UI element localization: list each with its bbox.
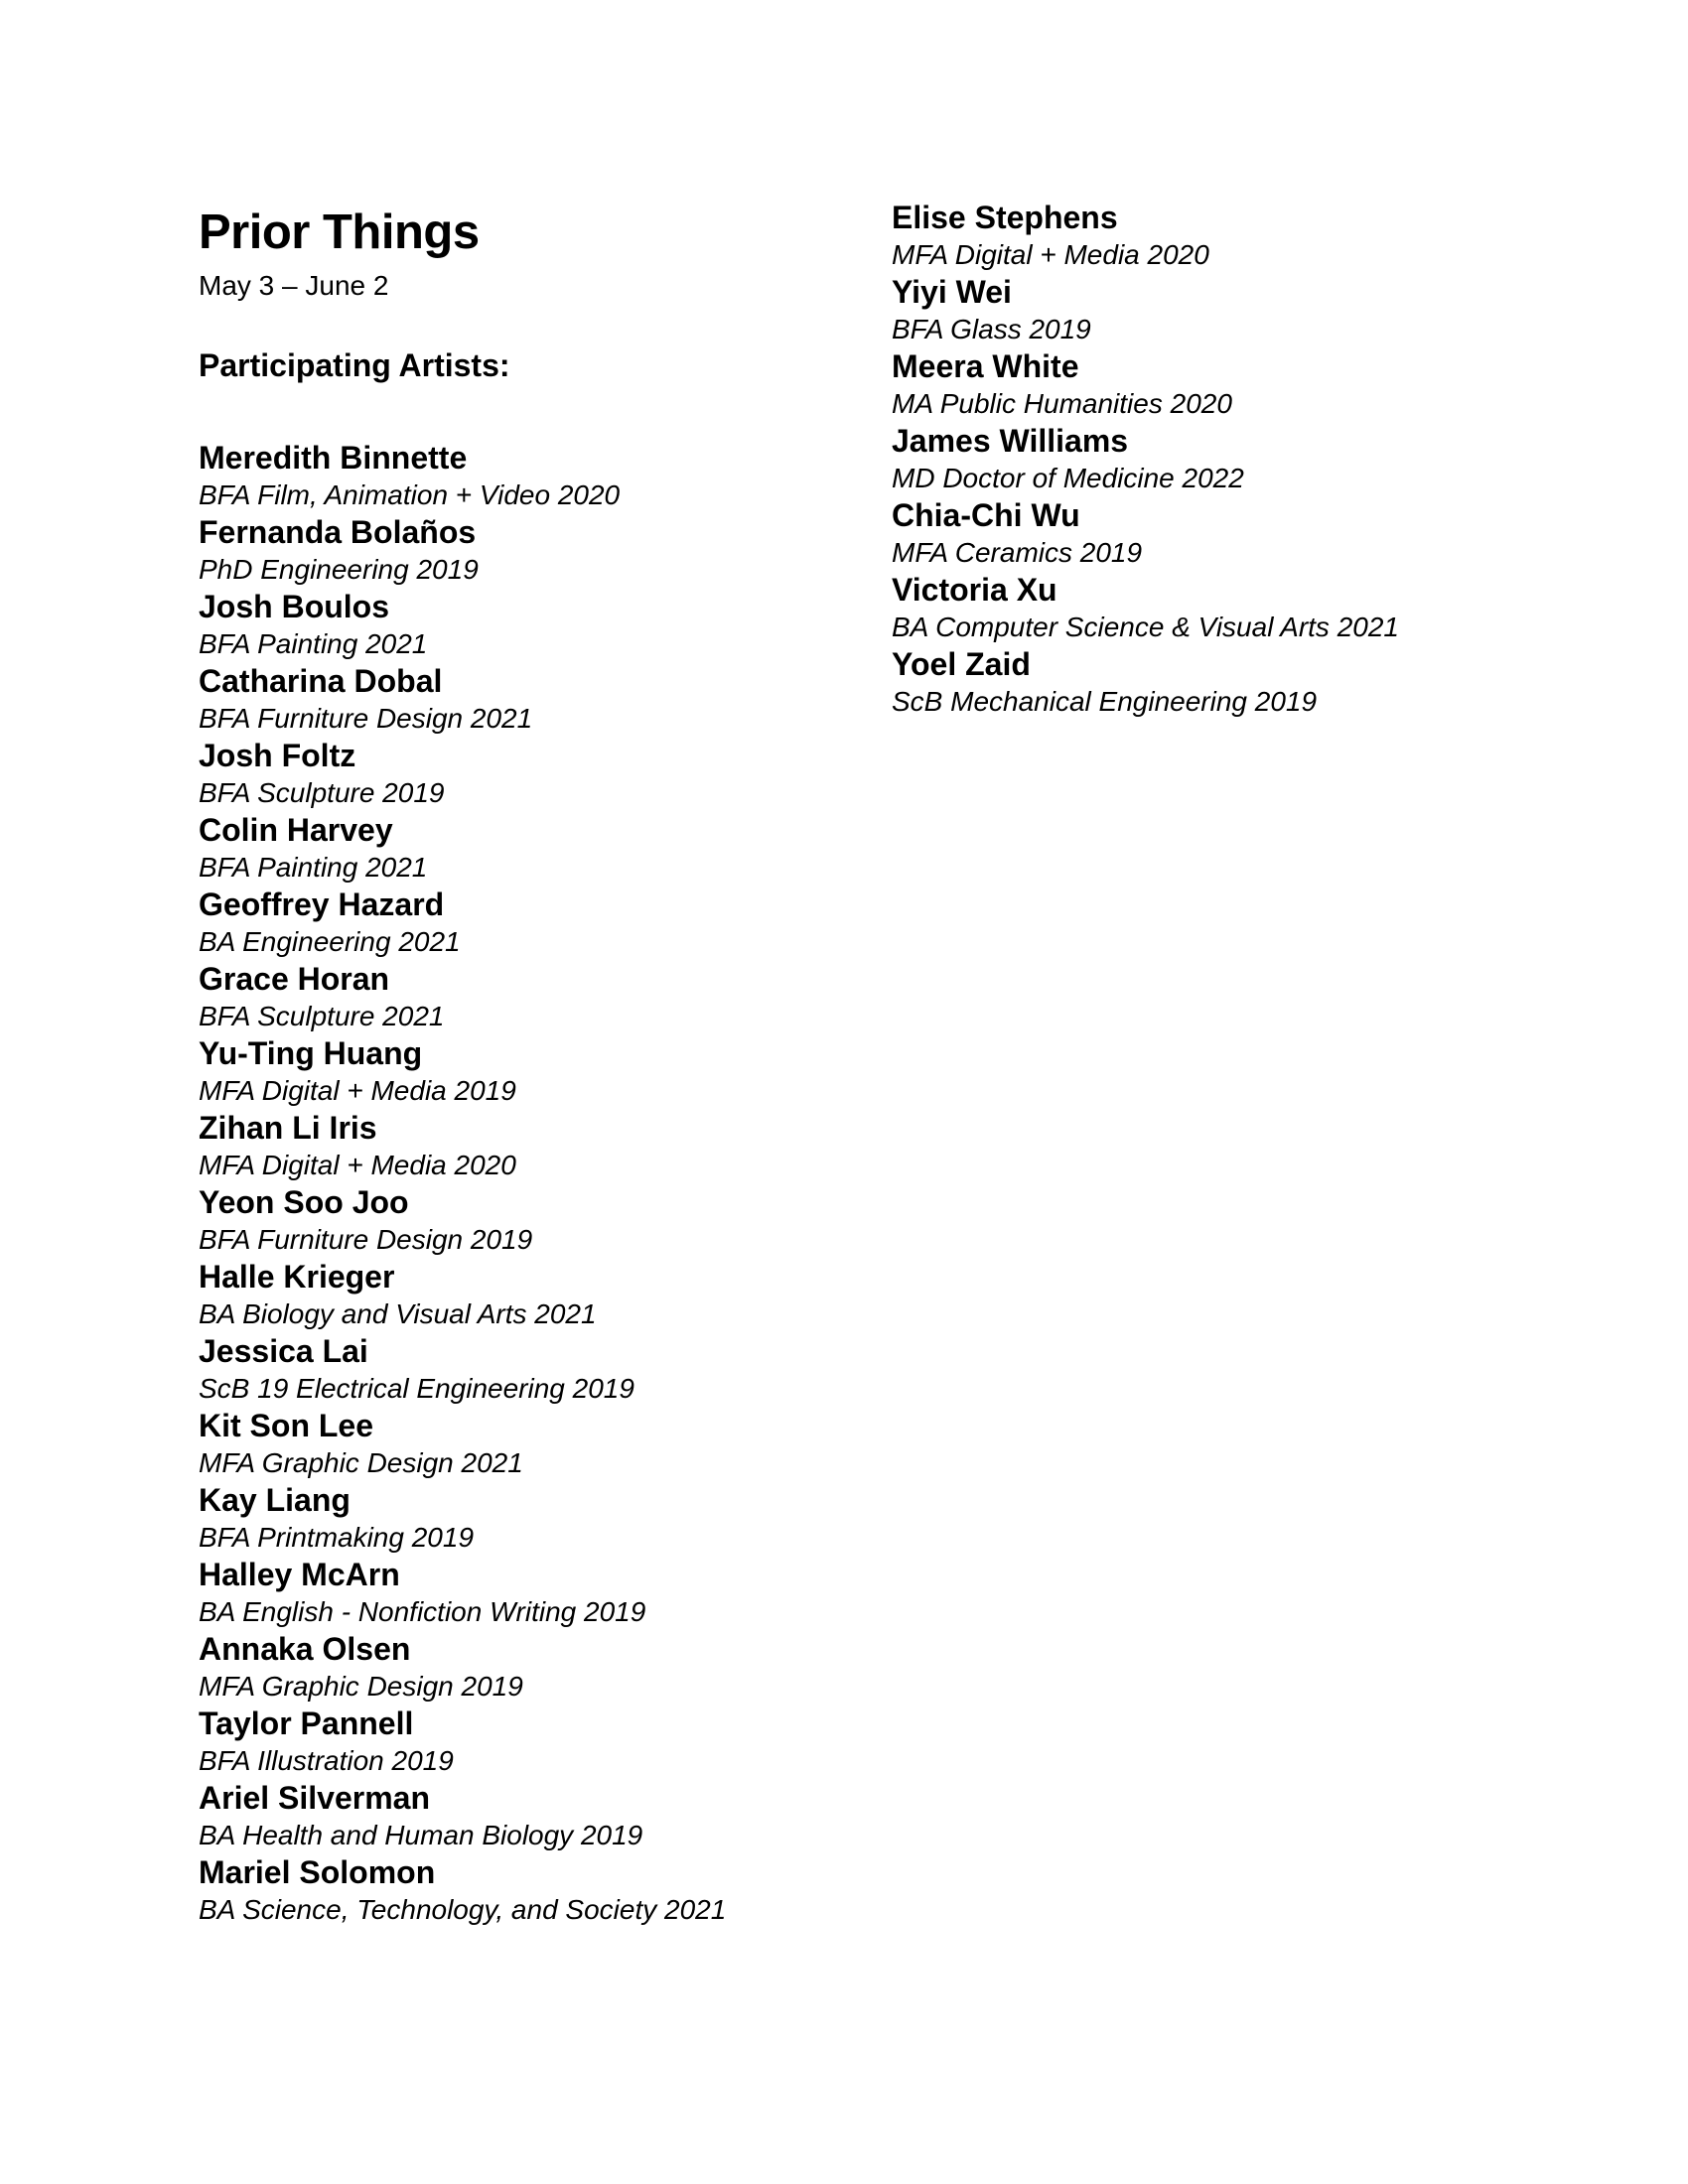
artist-entry [892,496,1666,571]
artist-program: MFA Ceramics 2019 [892,537,1143,568]
artist-entry [199,1407,973,1481]
artist-program: BFA Painting 2021 [199,628,428,659]
artist-name: Grace Horan [199,961,390,997]
artist-program: BFA Illustration 2019 [199,1745,454,1776]
artist-entry [199,1034,973,1109]
artist-entry [199,811,973,886]
artist-program: PhD Engineering 2019 [199,554,479,585]
artist-entry [199,886,973,960]
artist-program: BFA Sculpture 2021 [199,1001,445,1031]
artist-program: BFA Glass 2019 [892,314,1091,344]
artist-entry [199,1109,973,1183]
artist-entry [892,422,1666,496]
artist-name: Colin Harvey [199,812,393,848]
artist-program: ScB 19 Electrical Engineering 2019 [199,1373,634,1404]
artist-name: Taylor Pannell [199,1706,414,1741]
artist-name: Josh Foltz [199,738,356,773]
artist-name: Victoria Xu [892,572,1057,608]
exhibition-title: Prior Things [199,205,480,259]
artist-program: MFA Digital + Media 2020 [892,239,1209,270]
artist-name: Jessica Lai [199,1333,368,1369]
artist-entry [199,588,973,662]
artist-program: BFA Printmaking 2019 [199,1522,475,1553]
artist-name: Yeon Soo Joo [199,1184,409,1220]
artist-entry [199,662,973,737]
artist-program: BA Engineering 2021 [199,926,461,957]
artist-program: BA Biology and Visual Arts 2021 [199,1298,597,1329]
artist-name: Halley McArn [199,1557,400,1592]
artist-entry [199,960,973,1034]
participating-artists-heading: Participating Artists: [199,347,510,383]
artist-entry [892,571,1666,645]
artist-name: Yoel Zaid [892,646,1031,682]
artist-name: Kit Son Lee [199,1408,374,1443]
artist-name: Halle Krieger [199,1259,395,1295]
artist-entry [199,737,973,811]
artist-entry [199,1481,973,1556]
artist-entry [199,513,973,588]
artist-name: Chia-Chi Wu [892,497,1080,533]
artist-program: BA Health and Human Biology 2019 [199,1820,643,1850]
artist-entry [892,645,1666,720]
artist-name: James Williams [892,423,1129,459]
artist-program: MD Doctor of Medicine 2022 [892,463,1244,493]
artist-entry [199,1853,973,1928]
artist-name: Zihan Li Iris [199,1110,377,1146]
artist-program: BA Computer Science & Visual Arts 2021 [892,612,1399,642]
artist-program: BA Science, Technology, and Society 2021 [199,1894,727,1925]
artist-program: BA English - Nonfiction Writing 2019 [199,1596,646,1627]
artist-name: Josh Boulos [199,589,390,624]
artist-entry [199,1630,973,1705]
artist-name: Elise Stephens [892,200,1118,235]
artist-name: Ariel Silverman [199,1780,430,1816]
artist-entry [199,1779,973,1853]
artist-name: Meera White [892,348,1079,384]
artist-entry [199,439,973,513]
artist-entry [892,273,1666,347]
artist-name: Meredith Binnette [199,440,468,476]
artist-name: Mariel Solomon [199,1854,436,1890]
artist-entry [199,1705,973,1779]
exhibition-dates: May 3 – June 2 [199,270,389,301]
artist-entry [199,1556,973,1630]
artist-name: Annaka Olsen [199,1631,411,1667]
artist-name: Yu-Ting Huang [199,1035,423,1071]
artist-list-left [199,439,973,1928]
artist-entry [199,1332,973,1407]
artist-program: MFA Digital + Media 2019 [199,1075,516,1106]
artist-program: ScB Mechanical Engineering 2019 [892,686,1318,717]
artist-program: MFA Digital + Media 2020 [199,1150,516,1180]
artist-name: Yiyi Wei [892,274,1012,310]
artist-program: BFA Sculpture 2019 [199,777,445,808]
artist-entry [199,1258,973,1332]
artist-program: MFA Graphic Design 2019 [199,1671,523,1702]
artist-name: Catharina Dobal [199,663,443,699]
artist-program: MA Public Humanities 2020 [892,388,1232,419]
artist-program: BFA Painting 2021 [199,852,428,883]
artist-name: Kay Liang [199,1482,351,1518]
artist-entry [892,347,1666,422]
artist-program: BFA Film, Animation + Video 2020 [199,479,621,510]
artist-entry [892,199,1666,273]
artist-entry [199,1183,973,1258]
artist-name: Geoffrey Hazard [199,887,445,922]
artist-list-right [892,199,1666,720]
artist-program: BFA Furniture Design 2021 [199,703,533,734]
artist-program: MFA Graphic Design 2021 [199,1447,523,1478]
artist-program: BFA Furniture Design 2019 [199,1224,533,1255]
document-header [199,199,834,387]
artist-name: Fernanda Bolaños [199,514,477,550]
